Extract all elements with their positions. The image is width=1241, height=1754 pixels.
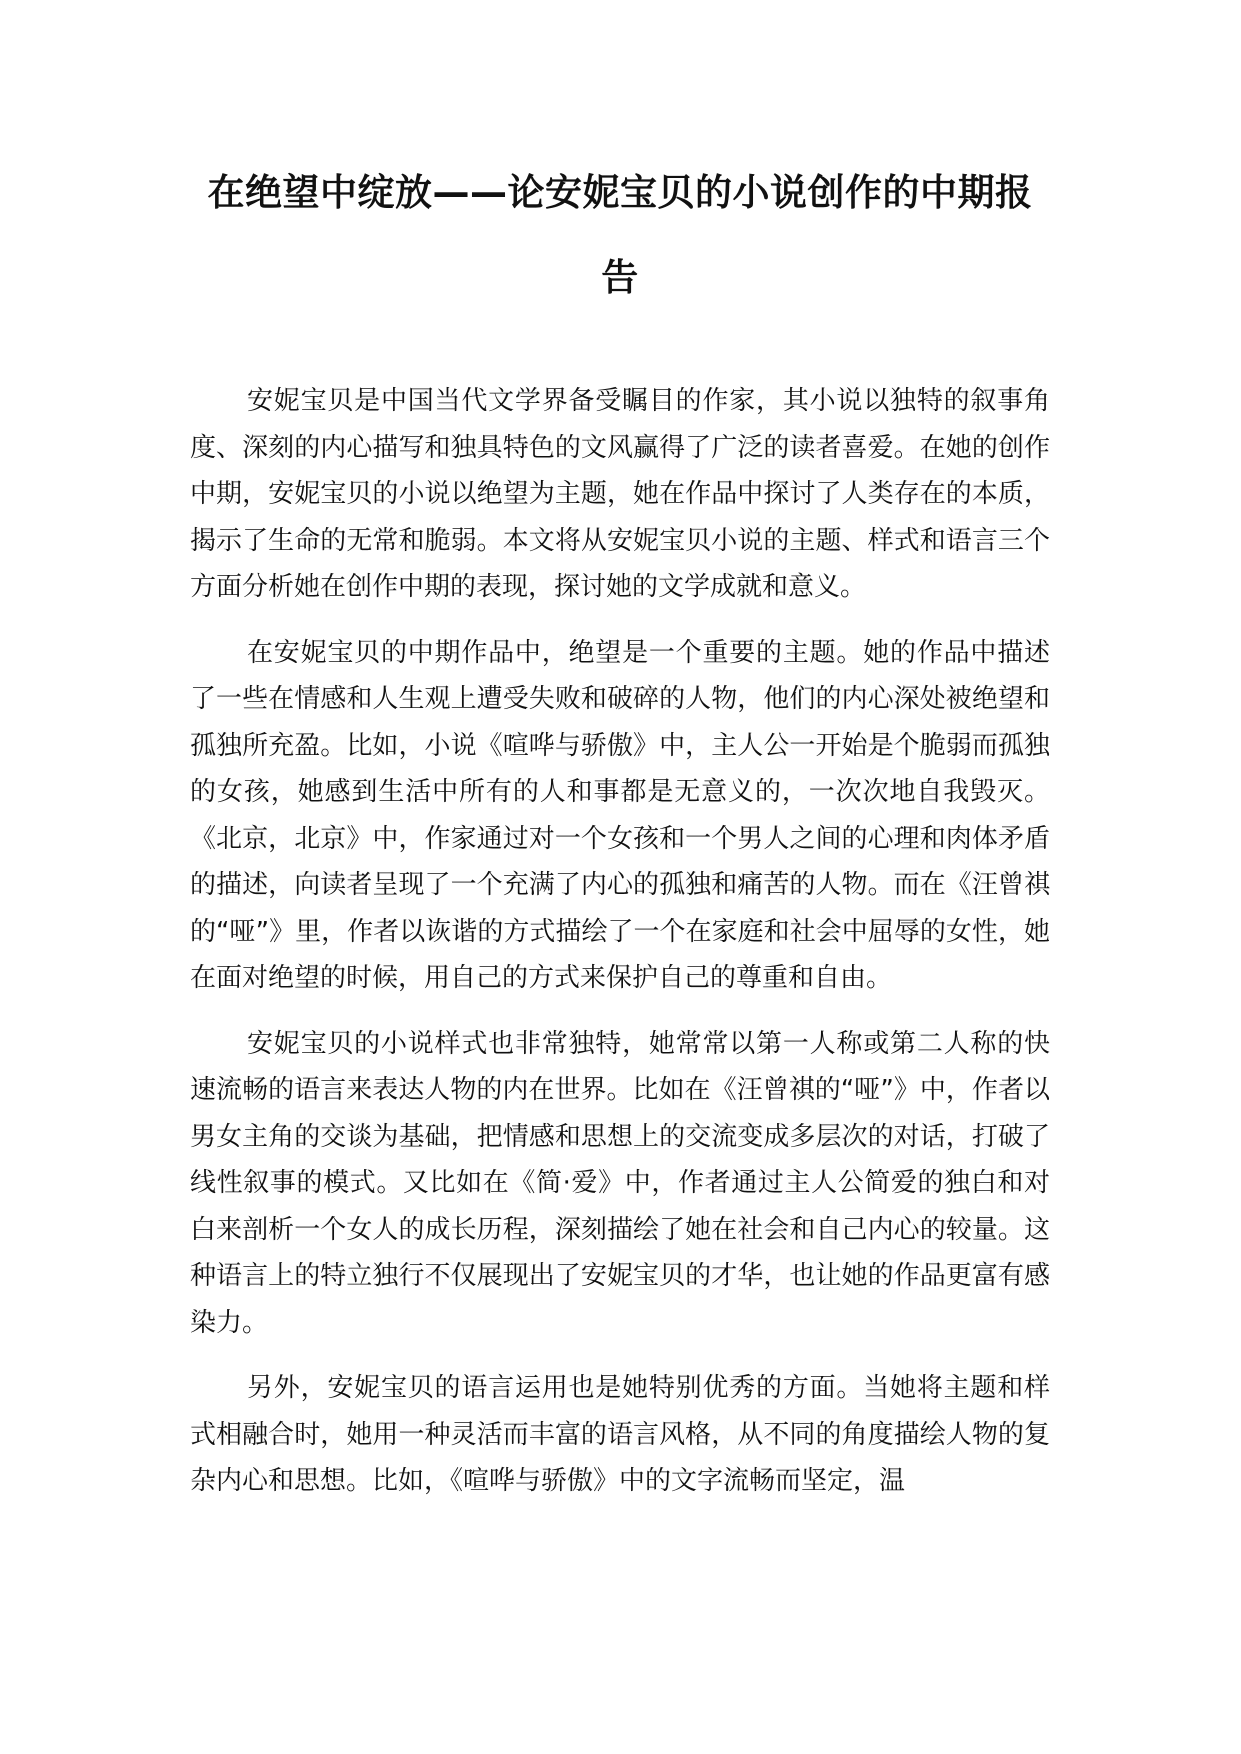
paragraph-4: 另外，安妮宝贝的语言运用也是她特别优秀的方面。当她将主题和样式相融合时，她用一种灵活而丰富的语言风格，从不同的角度描绘人物的复杂内心和思想。比如，《喧哗与骄傲》中的文字流畅而坚定，温 xyxy=(190,1373,1050,1496)
paragraph-1: 安妮宝贝是中国当代文学界备受瞩目的作家，其小说以独特的叙事角度、深刻的内心描写和独具特色的文风赢得了广泛的读者喜爱。在她的创作中期，安妮宝贝的小说以绝望为主题，她在作品中探讨了人类存在的本质，揭示了生命的无常和脆弱。本文将从安妮宝贝小说的主题、样式和语言三个方面分析她在创作中期的表现，探讨她的文学成就和意义。 xyxy=(190,386,1050,602)
document-title: 在绝望中绽放——论安妮宝贝的小说创作的中期报告 xyxy=(207,171,1033,299)
paragraph-3: 安妮宝贝的小说样式也非常独特，她常常以第一人称或第二人称的快速流畅的语言来表达人物的内在世界。比如在《汪曾祺的“哑”》中，作者以男女主角的交谈为基础，把情感和思想上的交流变成多层次的对话，打破了线性叙事的模式。又比如在《简·爱》中，作者通过主人公简爱的独白和对白来剖析一个女人的成长历程，深刻描绘了她在社会和自己内心的较量。这种语言上的特立独行不仅展现出了安妮宝贝的才华，也让她的作品更富有感染力。 xyxy=(190,1028,1050,1338)
paragraph-2: 在安妮宝贝的中期作品中，绝望是一个重要的主题。她的作品中描述了一些在情感和人生观上遭受失败和破碎的人物，他们的内心深处被绝望和孤独所充盈。比如，小说《喧哗与骄傲》中，主人公一开始是个脆弱而孤独的女孩，她感到生活中所有的人和事都是无意义的，一次次地自我毁灭。《北京，北京》中，作家通过对一个女孩和一个男人之间的心理和肉体矛盾的描述，向读者呈现了一个充满了内心的孤独和痛苦的人物。而在《汪曾祺的“哑”》里，作者以诙谐的方式描绘了一个在家庭和社会中屈辱的女性，她在面对绝望的时候，用自己的方式来保护自己的尊重和自由。 xyxy=(190,637,1050,993)
document-body xyxy=(190,378,1050,1524)
